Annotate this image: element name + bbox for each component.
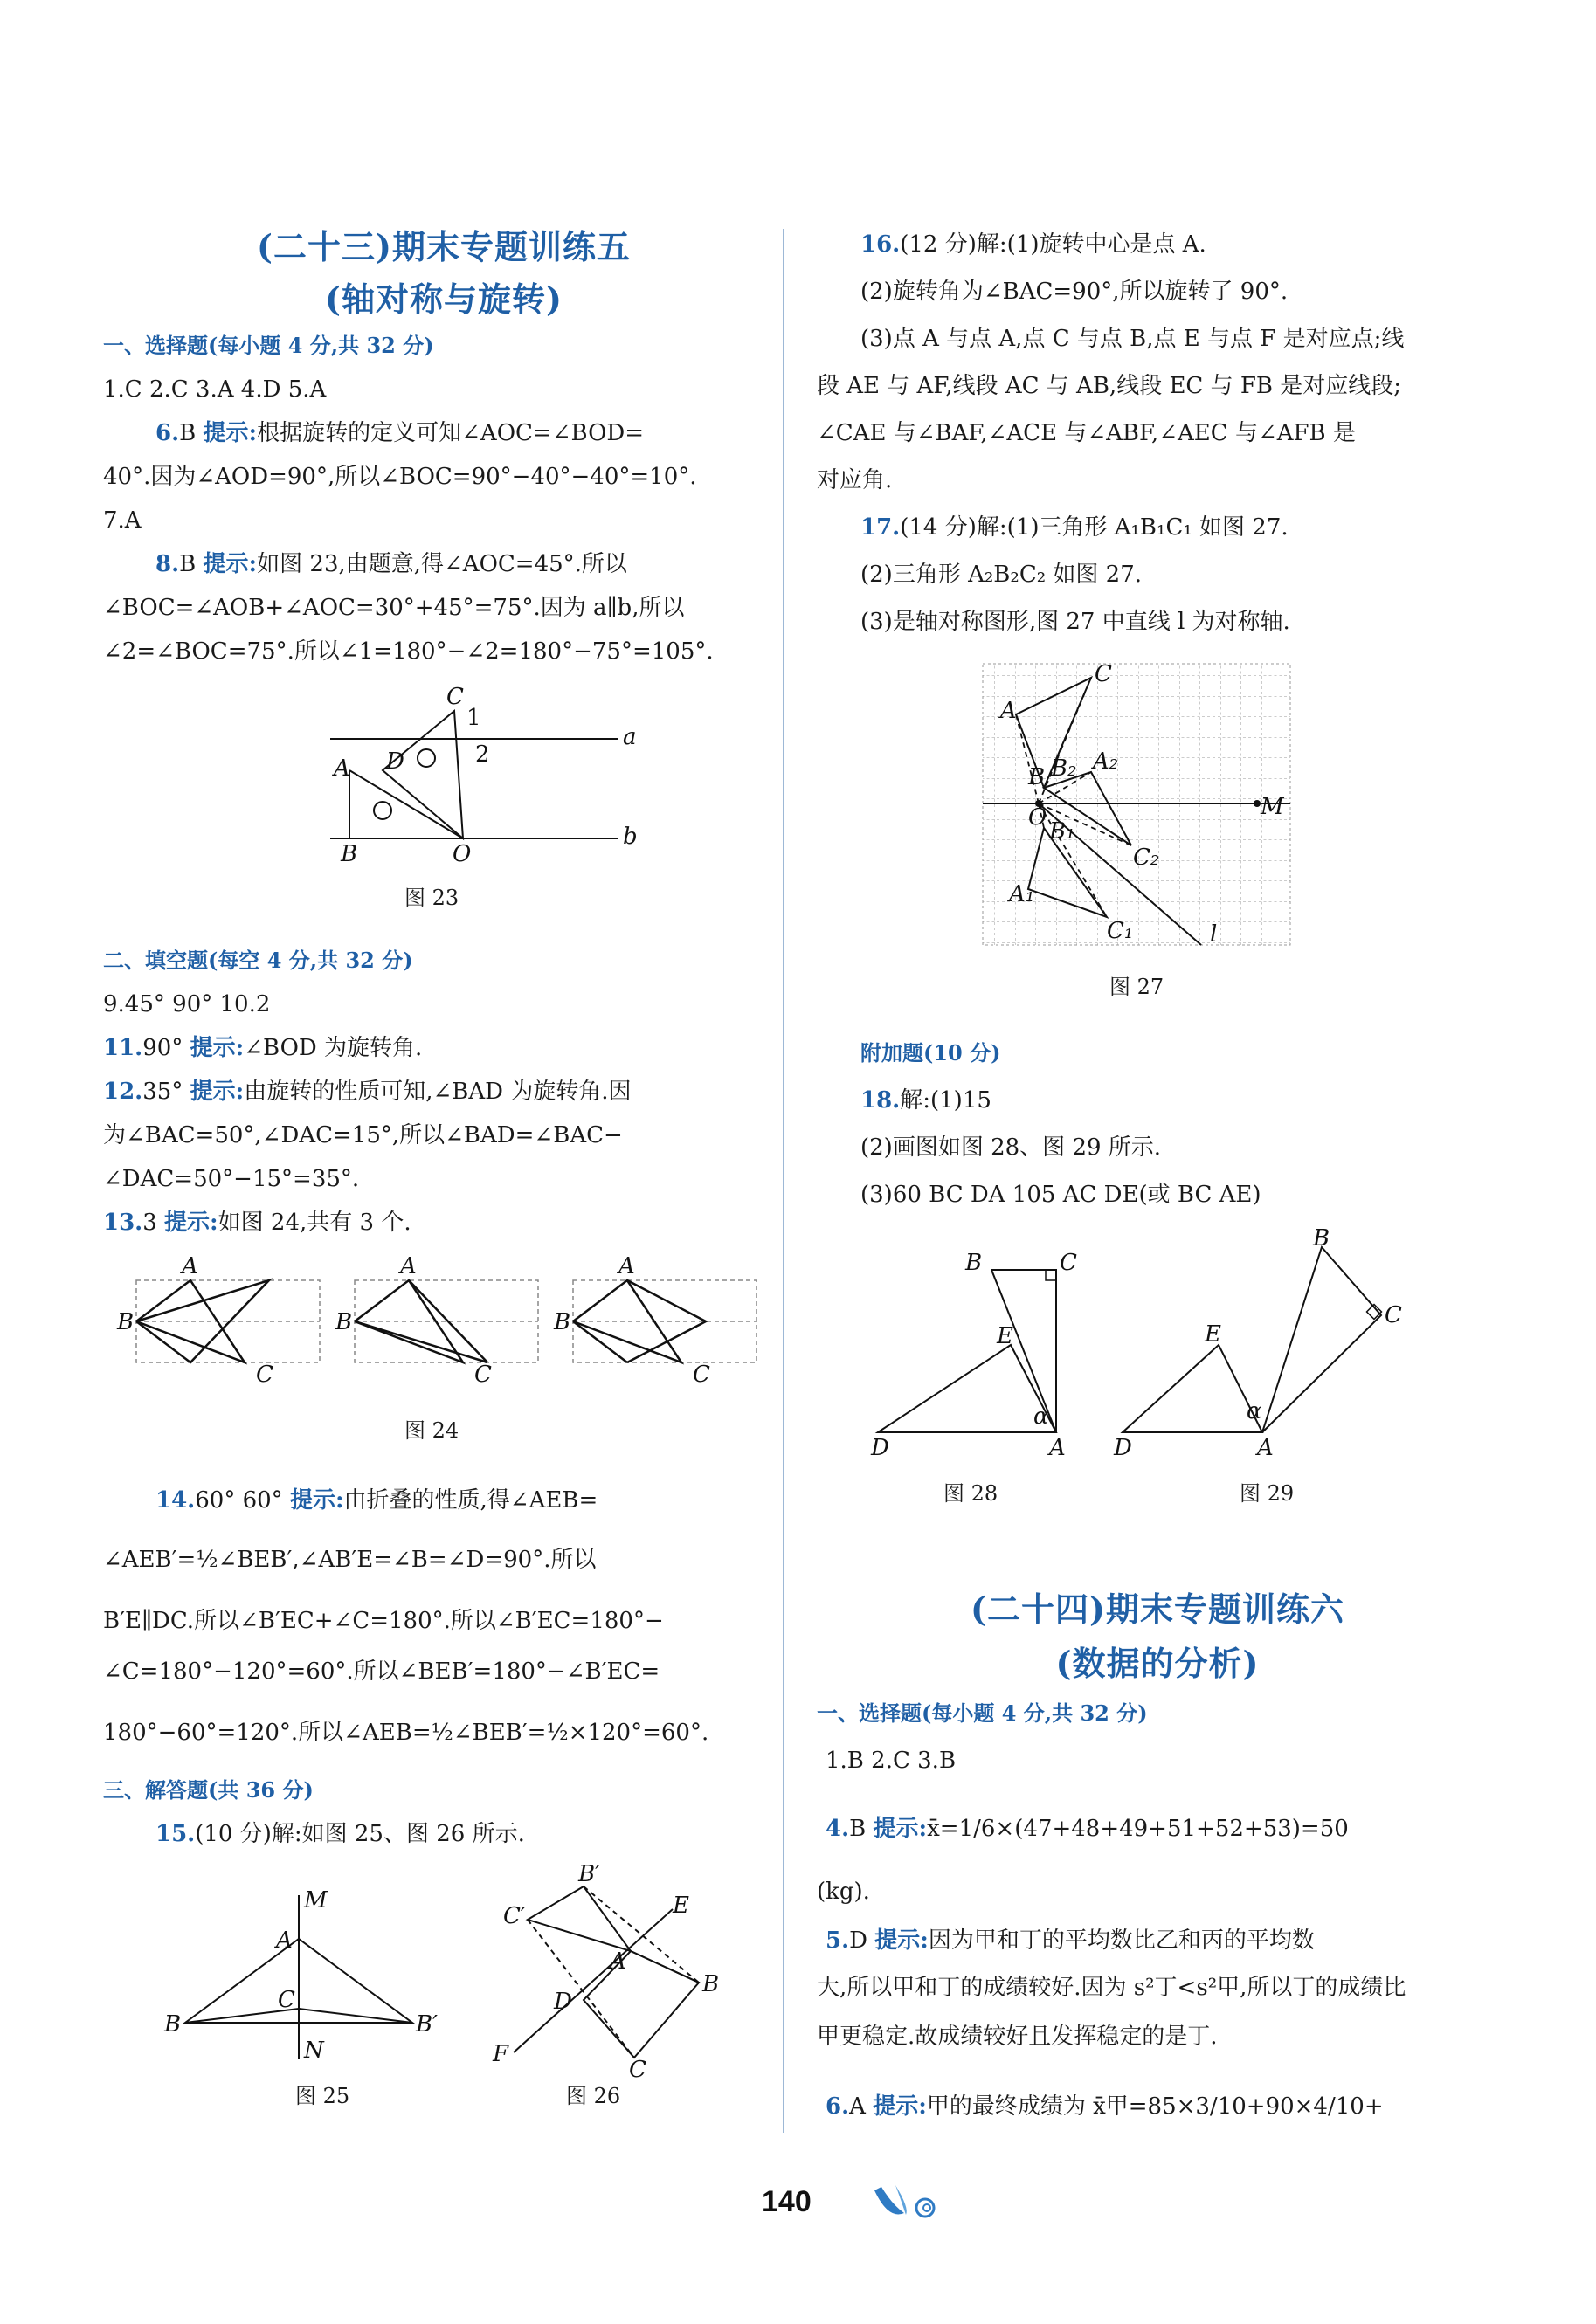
svg-text:C₂: C₂ — [1133, 845, 1160, 871]
svg-text:B: B — [702, 1971, 720, 1997]
svg-text:O: O — [453, 841, 472, 867]
svg-text:A: A — [1000, 698, 1017, 724]
svg-text:C: C — [1060, 1250, 1077, 1276]
svg-text:D: D — [386, 748, 404, 775]
svg-text:E: E — [673, 1893, 689, 1919]
svg-text:E: E — [997, 1323, 1013, 1349]
answer-7: 7.A — [103, 507, 142, 534]
svg-text:F: F — [493, 2041, 509, 2067]
answer-12: 12.35° 提示:由旋转的性质可知,∠BAD 为旋转角.因 — [103, 1079, 632, 1105]
heading-multiple-choice: 一、选择题(每小题 4 分,共 32 分) — [103, 333, 434, 358]
answer-24-5-cont-1: 大,所以甲和丁的成绩较好.因为 s²丁<s²甲,所以丁的成绩比 — [817, 1975, 1406, 2001]
svg-text:D: D — [554, 1989, 572, 2015]
answer-17-3: (3)是轴对称图形,图 27 中直线 l 为对称轴. — [860, 609, 1290, 635]
answer-24-5-cont-2: 甲更稳定.故成绩较好且发挥稳定的是丁. — [817, 2024, 1218, 2050]
svg-text:B: B — [1028, 764, 1046, 790]
answer-18-2: (2)画图如图 28、图 29 所示. — [860, 1134, 1162, 1161]
answer-24-4: 4.B 提示:x̄=1/6×(47+48+49+51+52+53)=50 — [826, 1816, 1349, 1842]
section-subtitle-24: (数据的分析) — [1055, 1644, 1260, 1683]
answer-18: 18.解:(1)15 — [860, 1087, 991, 1114]
answer-24-6: 6.A 提示:甲的最终成绩为 x̄甲=85×3/10+90×4/10+ — [826, 2093, 1384, 2120]
answer-11: 11.90° 提示:∠BOD 为旋转角. — [103, 1035, 423, 1061]
heading-solution: 三、解答题(共 36 分) — [103, 1777, 314, 1803]
page-number: 140 — [762, 2185, 812, 2218]
svg-text:B′: B′ — [578, 1861, 601, 1887]
svg-text:A: A — [1257, 1435, 1274, 1461]
svg-text:C: C — [1095, 661, 1112, 687]
answer-14-cont-4: 180°−60°=120°.所以∠AEB=½∠BEB′=½×120°=60°. — [103, 1720, 709, 1746]
answer-16-3: (3)点 A 与点 A,点 C 与点 B,点 E 与点 F 是对应点;线 — [860, 326, 1405, 352]
answer-12-cont-2: ∠DAC=50°−15°=35°. — [103, 1166, 360, 1192]
svg-text:D: D — [871, 1435, 889, 1461]
svg-text:A: A — [610, 1948, 626, 1975]
answer-6: 6.B 提示:根据旋转的定义可知∠AOC=∠BOD= — [155, 420, 645, 446]
svg-text:C′: C′ — [503, 1903, 526, 1929]
heading-extra: 附加题(10 分) — [860, 1040, 1001, 1065]
svg-text:A: A — [182, 1253, 198, 1279]
svg-text:A: A — [400, 1253, 417, 1279]
svg-text:C: C — [474, 1362, 492, 1388]
svg-text:B: B — [965, 1250, 983, 1276]
svg-text:D: D — [1114, 1435, 1132, 1461]
svg-text:A: A — [618, 1253, 635, 1279]
svg-text:O: O — [1028, 804, 1047, 831]
svg-text:α: α — [1033, 1403, 1049, 1430]
svg-text:C: C — [629, 2057, 646, 2083]
answer-12-cont-1: 为∠BAC=50°,∠DAC=15°,所以∠BAD=∠BAC− — [103, 1122, 623, 1148]
answer-24-5: 5.D 提示:因为甲和丁的平均数比乙和丙的平均数 — [826, 1927, 1315, 1954]
svg-text:A₂: A₂ — [1093, 748, 1119, 775]
svg-text:M: M — [304, 1887, 328, 1914]
caption-fig28: 图 28 — [943, 1481, 998, 1506]
answers-24-1-3: 1.B 2.C 3.B — [826, 1748, 957, 1774]
heading-fill-blank: 二、填空题(每空 4 分,共 32 分) — [103, 948, 413, 973]
figure-28 — [869, 1240, 1079, 1459]
svg-text:C: C — [446, 684, 464, 710]
svg-text:b: b — [623, 824, 638, 850]
svg-text:B: B — [341, 841, 358, 867]
svg-text:C: C — [278, 1987, 295, 2013]
svg-text:B: B — [164, 2011, 182, 2038]
figure-24 — [112, 1249, 776, 1397]
caption-fig29: 图 29 — [1240, 1481, 1295, 1506]
caption-fig26: 图 26 — [566, 2084, 621, 2108]
svg-text:B: B — [335, 1309, 353, 1335]
svg-text:A₁: A₁ — [1009, 881, 1035, 907]
svg-text:B′: B′ — [416, 2011, 439, 2038]
answer-16-2: (2)旋转角为∠BAC=90°,所以旋转了 90°. — [860, 279, 1289, 305]
answer-16-3-cont-2: ∠CAE 与∠BAF,∠ACE 与∠ABF,∠AEC 与∠AFB 是 — [817, 420, 1356, 446]
answer-14: 14.60° 60° 提示:由折叠的性质,得∠AEB= — [155, 1487, 598, 1514]
section-title-24: (二十四)期末专题训练六 — [971, 1590, 1344, 1629]
answers-9-10: 9.45° 90° 10.2 — [103, 991, 271, 1017]
svg-text:2: 2 — [475, 741, 490, 768]
svg-text:E: E — [1205, 1321, 1221, 1348]
figure-29 — [1114, 1225, 1402, 1461]
svg-text:A: A — [334, 755, 350, 782]
section-title-23: (二十三)期末专题训练五 — [257, 227, 631, 266]
svg-text:C: C — [1385, 1302, 1402, 1328]
answer-15: 15.(10 分)解:如图 25、图 26 所示. — [155, 1821, 525, 1847]
answer-13: 13.3 提示:如图 24,共有 3 个. — [103, 1210, 411, 1236]
answer-8: 8.B 提示:如图 23,由题意,得∠AOC=45°.所以 — [155, 551, 627, 577]
answers-1-5: 1.C 2.C 3.A 4.D 5.A — [103, 376, 327, 403]
figure-25 — [164, 1878, 439, 2070]
answer-8-cont-1: ∠BOC=∠AOB+∠AOC=30°+45°=75°.因为 a∥b,所以 — [103, 595, 685, 621]
answer-14-cont-2: B′E∥DC.所以∠B′EC+∠C=180°.所以∠B′EC=180°− — [103, 1608, 664, 1634]
caption-fig27: 图 27 — [1109, 975, 1164, 999]
svg-text:C: C — [693, 1362, 710, 1388]
answer-16: 16.(12 分)解:(1)旋转中心是点 A. — [860, 231, 1206, 258]
svg-text:C: C — [256, 1362, 273, 1388]
answer-24-4-cont: (kg). — [817, 1879, 870, 1905]
svg-text:l: l — [1210, 921, 1218, 948]
svg-text:B: B — [1313, 1225, 1330, 1252]
caption-fig23: 图 23 — [404, 886, 459, 910]
figure-27 — [974, 655, 1297, 952]
svg-text:A: A — [1049, 1435, 1066, 1461]
figure-23 — [321, 681, 645, 865]
svg-text:B₁: B₁ — [1049, 818, 1075, 845]
svg-text:M: M — [1261, 794, 1284, 820]
answer-6-cont: 40°.因为∠AOD=90°,所以∠BOC=90°−40°−40°=10°. — [103, 464, 697, 490]
section-subtitle-23: (轴对称与旋转) — [325, 279, 563, 319]
svg-text:a: a — [623, 724, 637, 750]
svg-text:B: B — [117, 1309, 135, 1335]
answer-16-3-cont-3: 对应角. — [817, 467, 893, 493]
svg-text:1: 1 — [466, 705, 481, 731]
answer-14-cont-3: ∠C=180°−120°=60°.所以∠BEB′=180°−∠B′EC= — [103, 1659, 660, 1685]
answer-18-3: (3)60 BC DA 105 AC DE(或 BC AE) — [860, 1182, 1261, 1208]
svg-text:α: α — [1247, 1398, 1262, 1424]
svg-text:C₁: C₁ — [1107, 918, 1134, 944]
heading-multiple-choice-24: 一、选择题(每小题 4 分,共 32 分) — [817, 1700, 1148, 1726]
figure-26 — [479, 1860, 776, 2083]
caption-fig24: 图 24 — [404, 1418, 459, 1443]
svg-text:B₂: B₂ — [1051, 755, 1077, 782]
answer-16-3-cont-1: 段 AE 与 AF,线段 AC 与 AB,线段 EC 与 FB 是对应线段; — [817, 373, 1402, 399]
caption-fig25: 图 25 — [295, 2084, 350, 2108]
svg-text:N: N — [304, 2038, 324, 2064]
svg-text:A: A — [276, 1927, 293, 1954]
svg-text:B: B — [554, 1309, 571, 1335]
publisher-logo-icon — [869, 2182, 944, 2225]
answer-17: 17.(14 分)解:(1)三角形 A₁B₁C₁ 如图 27. — [860, 514, 1289, 541]
answer-14-cont-1: ∠AEB′=½∠BEB′,∠AB′E=∠B=∠D=90°.所以 — [103, 1547, 597, 1573]
answer-8-cont-2: ∠2=∠BOC=75°.所以∠1=180°−∠2=180°−75°=105°. — [103, 638, 714, 665]
answer-17-2: (2)三角形 A₂B₂C₂ 如图 27. — [860, 562, 1143, 588]
